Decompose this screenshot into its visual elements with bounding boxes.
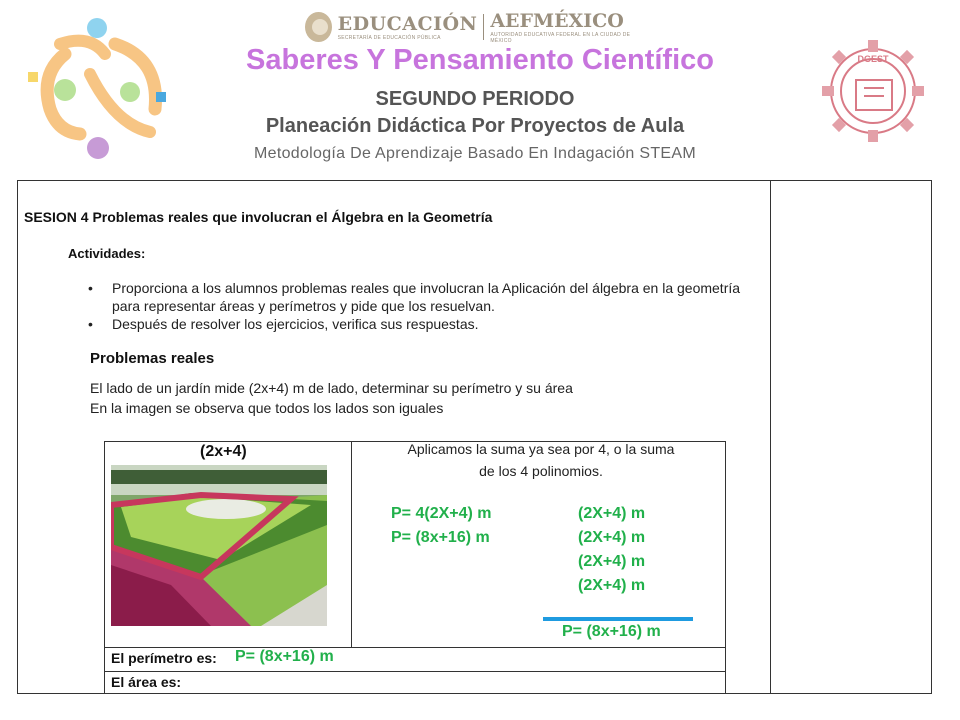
period-title: SEGUNDO PERIODO bbox=[375, 88, 575, 110]
activities-label: Actividades: bbox=[68, 246, 146, 261]
exercise-table-divider bbox=[351, 441, 352, 647]
problem-note: En la imagen se observa que todos los lados son iguales bbox=[90, 400, 444, 416]
aef-country: MÉXICO bbox=[533, 10, 624, 32]
aef-wordmark: AEF bbox=[490, 10, 534, 32]
perimeter-label: El perímetro es: bbox=[111, 650, 217, 666]
problem-statement: El lado de un jardín mide (2x+4) m de lado, determinar su perímetro y su área bbox=[90, 380, 573, 396]
exercise-row-divider bbox=[104, 647, 726, 648]
perimeter-value: P= (8x+16) m bbox=[235, 648, 334, 665]
exercise-row-divider bbox=[104, 671, 726, 672]
problems-heading: Problemas reales bbox=[90, 350, 215, 367]
subject-title: Saberes Y Pensamiento Científico bbox=[246, 44, 714, 76]
activity-item: • Después de resolver los ejercicios, verifica sus respuestas. bbox=[88, 315, 768, 333]
polynomial-term: (2X+4) m bbox=[578, 553, 646, 570]
sum-line bbox=[543, 617, 693, 621]
polynomial-term: (2X+4) m bbox=[578, 529, 646, 546]
sep-seal-icon bbox=[305, 12, 332, 42]
aef-subtitle: AUTORIDAD EDUCATIVA FEDERAL EN LA CIUDAD DE MÉXICO bbox=[490, 32, 631, 44]
garden-photo bbox=[111, 465, 327, 626]
perimeter-formula-simplified: P= (8x+16) m bbox=[391, 529, 490, 546]
polynomial-term: (2X+4) m bbox=[578, 505, 646, 522]
methodology-title: Metodología De Aprendizaje Basado En Indagación STEAM bbox=[254, 145, 696, 162]
polynomial-term: (2X+4) m bbox=[578, 577, 646, 594]
explanation-line: Aplicamos la suma ya sea por 4, o la suma bbox=[407, 441, 675, 457]
perimeter-formula: P= 4(2X+4) m bbox=[391, 505, 492, 522]
header-institution-logos bbox=[305, 10, 635, 44]
activities-list bbox=[88, 279, 768, 333]
explanation-line: de los 4 polinomios. bbox=[479, 463, 603, 479]
planning-title: Planeación Didáctica Por Proyectos de Aula bbox=[265, 115, 685, 137]
edu-wordmark: EDUCACIÓN bbox=[337, 13, 478, 35]
side-length-label: (2x+4) bbox=[200, 443, 247, 460]
dgest-logo-text: DGEST bbox=[857, 54, 889, 64]
header-separator bbox=[483, 14, 484, 40]
planning-table-divider bbox=[770, 180, 771, 694]
sum-result: P= (8x+16) m bbox=[562, 623, 661, 640]
session-title: SESION 4 Problemas reales que involucran el Álgebra en la Geometría bbox=[24, 209, 493, 225]
area-label: El área es: bbox=[111, 674, 182, 690]
activity-item: • Proporciona a los alumnos problemas reales que involucran la Aplicación del álgebra en la geometría para representar áreas y perímetros y pide que los resuelvan. bbox=[88, 279, 768, 315]
edu-subtitle: SECRETARÍA DE EDUCACIÓN PÚBLICA bbox=[337, 35, 441, 41]
